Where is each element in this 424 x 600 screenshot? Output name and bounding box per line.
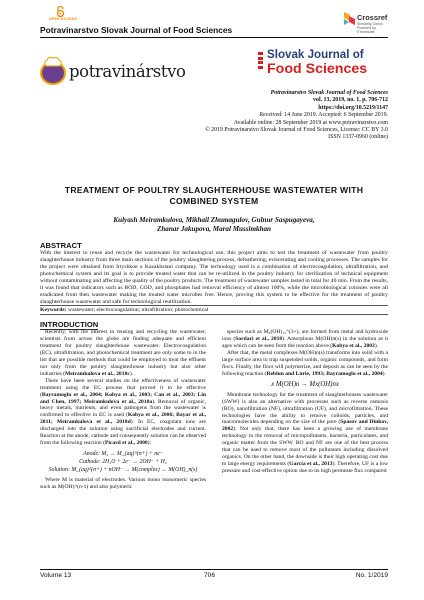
article-title [40,185,388,207]
introduction-heading: INTRODUCTION [40,320,99,329]
right-column [222,329,388,475]
intro-paragraph-3: Where M is material of electrodes. Various mono monomeric species such as M(OH)^(n-1) and also polymeric [40,477,206,491]
meta-copyright: © 2019 Potravinarstvo Slovak Journal of Food Sciences, License: CC BY 3.0 [205,127,388,134]
open-access-logo [40,6,86,24]
meta-issn: ISSN 1337-0960 (online) [328,134,388,141]
authors-line1: Kulyash Meiramkulova, Mikhail Zhumagulov, Gulnur Saspugayeva, [113,216,315,224]
meta-received: Received: 14 June 2019. Accepted: 6 September 2019. [259,112,388,119]
open-lock-icon [56,6,65,17]
authors-line2: Zhanar Jakupova, Maral Mussimkhan [157,225,271,233]
intro-paragraph-4: species such as M₆(OH)₁₅^(3+), are formed from metal and hydroxide ions (Sardari et al., 2018). Amorphous M(OH)n(s) in the solution as it ages which can be seen from the reaction above (Kobya et al., 2003). [222,329,388,349]
crossref-icon [344,12,355,27]
footer-volume: Volume 13 [40,572,72,579]
keywords-text: wastewater; electrocoagulation; ultrafiltration; photochemical [67,307,209,313]
authors [40,216,388,234]
meta-available: Available online: 28 September 2019 at www.potravinarstvo.com [233,119,388,126]
intro-paragraph-6: Membrane technology for the treatment of slaughterhouses wastewater (SWW) is also an alternative with processes such as reverse osmosis (RO), nanofiltration (NF), ultrafiltration (UF), and microfiltration. These technologies have the ability to remove colloids, particles, and macromolecules depending on the size of the pore (Spasov and Dinkov, 2002). Not only that, there has been a growing use of membrane technology in the removal of micropollutants, bacteria, particulates, and organic matter from the SWW. RO and NF are one of the best process that can be used to remove most of the pollutants including dissolved organics. On the other hand, the downside is their high operating cost due to large energy requirements (García et al., 2013). Therefore, UF is a low pressure and cost-effective option due to its high permeate flux compared [222,391,389,475]
equation-solution: Solution: M_(aq)^(n+) + nOH⁻ → M(complex) → M(OH)_n(s) [48,467,198,474]
abstract-text: With the interest to reuse and recycle the wastewater for technological use, this project aims to test the treatment of wastewater from poultry slaughterhouse industry from three main sections of the poultry slaughtering process, defeathering, eviscerating and cooling processes. The samples for the project were obtained from Irtyshkoe a Kazakhstani company. The technology used is a combination of electrocoagulation, ultrafiltration, and photochemical system and its goal is to provide treated water that can be re-utilized in the poultry industry for sterilization of technical equipment without contaminating and affecting the quality of the poultry products. The treatment of wastewater samples lasted in total for 40 min. From the results, it was found that indicators such as BOD, COD, and phosphates had removal efficiency of almost 100%, while the microbiological colonies were all eradicated from then wastewater making the treated water microbes free. Hence, proving this system to be effective for the treatment of poultry slaughterhouse wastewater and safe for technological reutilization. [40,250,388,306]
article-meta [188,90,388,142]
intro-paragraph-5: After that, the metal complexes M(OH)n(s) transforms into solid with a large surface area to trap suspended solids, organic compounds, and form flocs. Finally, the flocs will polymerize, and deposit as can be seen by the following reaction (Reblun and Lurie, 1993; Bayramoglu et al., 2004). [222,349,388,377]
meta-volume: vol. 13, 2019, no. 1, p. 706-712 [313,97,388,104]
potravinarstvo-logo [40,55,186,85]
keywords-rule-top [40,305,388,306]
intro-paragraph-1: Recently, with the interest in reusing and recycling the wastewater, scientists from across the globe are finding adequate and efficient treatment for poultry slaughterhouse wastewater. Electrocoagulation (EC), ultrafiltration, and photochemical treatment are only some to in the list that are possible methods that could be employed to treat the effluent not only from the poultry slaughterhouse industry but also other industries (Meiramkulova et al., 2018c). [40,329,206,377]
grid-mark-icon [258,52,264,70]
keywords-label: Keywords: [40,307,67,313]
meta-journal: Potravinarstvo Slovak Journal of Food Sciences [270,90,388,96]
equation-polymer: x M(OH)n → Mx(OH)nx [271,380,339,388]
title-line2: COMBINED SYSTEM [169,196,259,206]
chef-hat-icon [42,56,64,68]
footer-page-number: 706 [204,572,216,579]
footer-issue: No. 1/2019 [355,572,388,579]
keywords [40,307,388,314]
equation-cathode: Cathode: 2H₂O + 2e⁻ → 2OH⁻ + H₂ [79,459,167,466]
crossref-badge[interactable] [344,10,388,32]
left-column [40,329,206,491]
title-line1: TREATMENT OF POULTRY SLAUGHTERHOUSE WASTEWATER WITH [64,185,364,195]
journal-name-header: Potravinarstvo Slovak Journal of Food Sciences [40,25,233,35]
intro-paragraph-2: There have been several studies on the effectiveness of wastewater treatment using the EC process that proved it to be effective (Bayramoglu et al., 2004; Kobya et al., 2003; Can et al., 2003; Lin and Chen, 1997; Meiramkulova et al., 2018a). Removal of organic, heavy metals, nutrients, and even pathogens from the wastewater is confirmed to effective in EC is used (Kobya et al., 2006; Bayar et al., 2011; Meiramkulova et al., 2018d). In EC, coagulant ions are discharged into the solution using sacrificial electrodes and current. Reaction at the anode, cathode and consequently solution can be observed from the following reaction (Picard et al., 2000): [40,377,206,447]
keywords-rule-bottom [40,314,388,315]
header-rule [40,37,388,38]
journal-title-line1: Slovak Journal of [267,48,364,61]
equation-anode: Anode: M₄ → M_(aq)^(n+) + ne⁻ [83,451,163,458]
crossref-name: Crossref [357,13,388,22]
abstract-heading: ABSTRACT [40,241,82,250]
open-access-label: OPEN ACCESS [48,17,78,21]
crossref-subtitle: Similarity Check Powered by iThenticate [357,22,383,34]
journal-title-line2: Food Sciences [267,61,368,77]
meta-doi[interactable]: https://doi.org/10.5219/1147 [318,104,388,111]
footer-rule [40,569,388,570]
brand-wordmark: potravinárstvo [69,62,186,81]
